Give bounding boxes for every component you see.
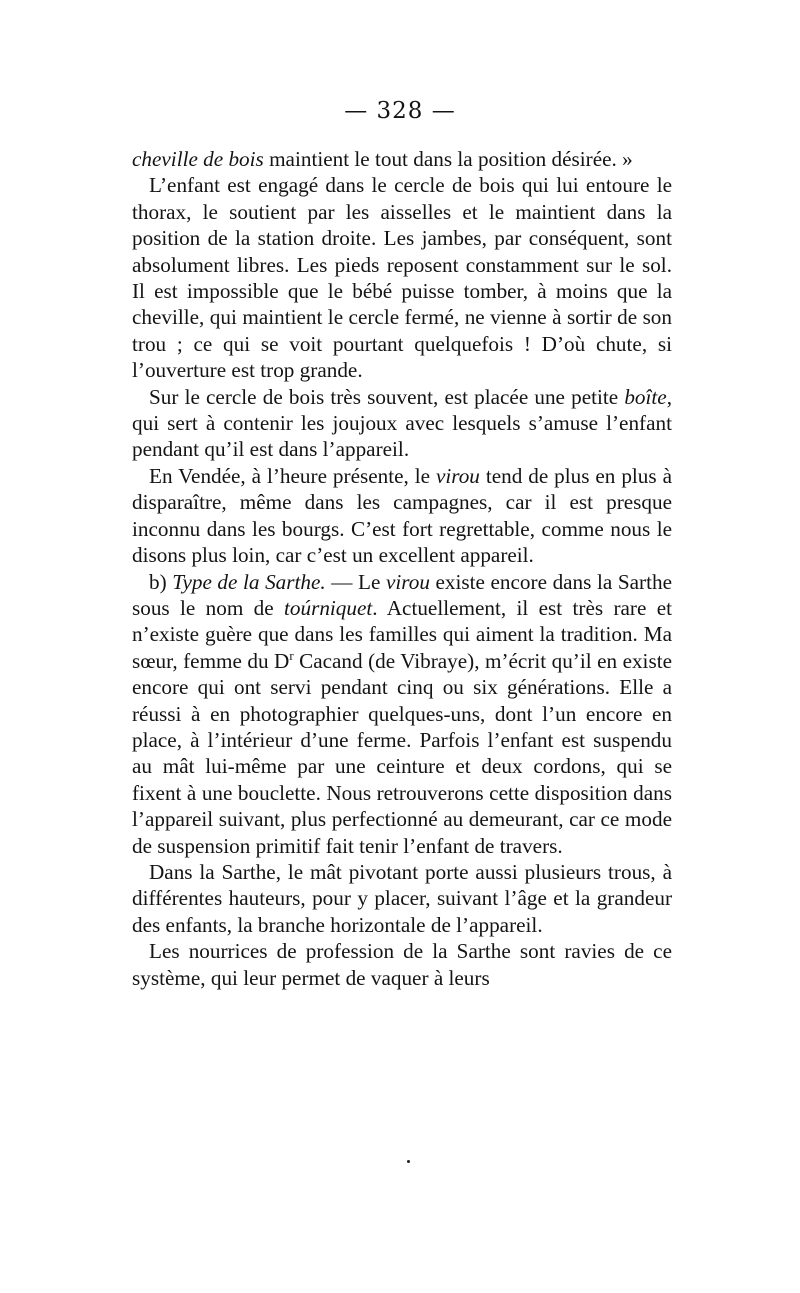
superscript-text: r	[289, 648, 294, 663]
paragraph	[132, 569, 672, 859]
printer-mark	[407, 1160, 410, 1163]
paragraph	[132, 146, 672, 172]
text-run: maintient le tout dans la position désirée. »	[263, 147, 633, 171]
text-run: Dans la Sarthe, le mât pivotant porte aussi plusieurs trous, à différentes hauteurs, pour y placer, suivant l’âge et la grandeur des enfants, la branche horizontale de l’appareil.	[132, 859, 672, 937]
paragraph	[132, 384, 672, 463]
italic-text: boîte	[624, 384, 667, 409]
italic-text: virou	[435, 463, 480, 488]
text-run: En Vendée, à l’heure présente, le	[149, 463, 436, 488]
text-run: existe encore dans la Sarthe sous le nom de	[132, 569, 672, 620]
text-run: — Le	[325, 569, 386, 594]
paragraph	[132, 938, 672, 991]
paragraph	[132, 172, 672, 383]
paragraph	[132, 463, 672, 569]
text-run: , qui sert à contenir les joujoux avec lesquels s’amuse l’enfant pendant qu’il est dans l’appareil.	[132, 384, 672, 462]
text-run: b)	[149, 569, 173, 594]
text-run: . Actuellement, il est très rare et n’existe guère que dans les familles qui aiment la tradition. Ma sœur, femme du D	[132, 595, 672, 673]
italic-text: cheville de bois	[132, 147, 264, 171]
paragraph	[132, 859, 672, 938]
text-run: tend de plus en plus à disparaître, même dans les campagnes, car il est presque inconnu dans les bourgs. C’est fort regrettable, comme nous le disons plus loin, car c’est un excellent appareil.	[132, 463, 672, 568]
text-run: Les nourrices de profession de la Sarthe sont ravies de ce système, qui leur permet de vaquer à leurs	[132, 939, 672, 990]
text-run: Cacand (de Vibraye), m’écrit qu’il en existe encore qui ont servi pendant cinq ou six générations. Elle a réussi à en photographier quelques-uns, dont l’un encore en place, à l’intérieur d’une ferme. Parfois l’enfant est suspendu au mât lui-même par une ceinture et deux cordons, qui se fixent à une bouclette. Nous retrouverons cette disposition dans l’appareil suivant, plus perfectionné au demeurant, car ce mode de suspension primitif fait tenir l’enfant de travers.	[132, 648, 672, 858]
text-run: Sur le cercle de bois très souvent, est placée une petite	[149, 384, 625, 409]
italic-text: toúrniquet	[284, 595, 373, 620]
italic-text: Type de la Sarthe.	[172, 569, 326, 594]
text-run: L’enfant est engagé dans le cercle de bois qui lui entoure le thorax, le soutient par les aisselles et le maintient dans la position de la station droite. Les jambes, par conséquent, sont absolument libres. Les pieds reposent constamment sur le sol. Il est impossible que le bébé puisse tomber, à moins que la cheville, qui maintient le cercle fermé, ne vienne à sortir de son trou ; ce qui se voit pourtant quelquefois ! D’où chute, si l’ouverture est trop grande.	[132, 173, 672, 383]
page-number: — 328 —	[344, 98, 456, 124]
italic-text: virou	[386, 569, 430, 594]
body-text	[132, 146, 672, 991]
